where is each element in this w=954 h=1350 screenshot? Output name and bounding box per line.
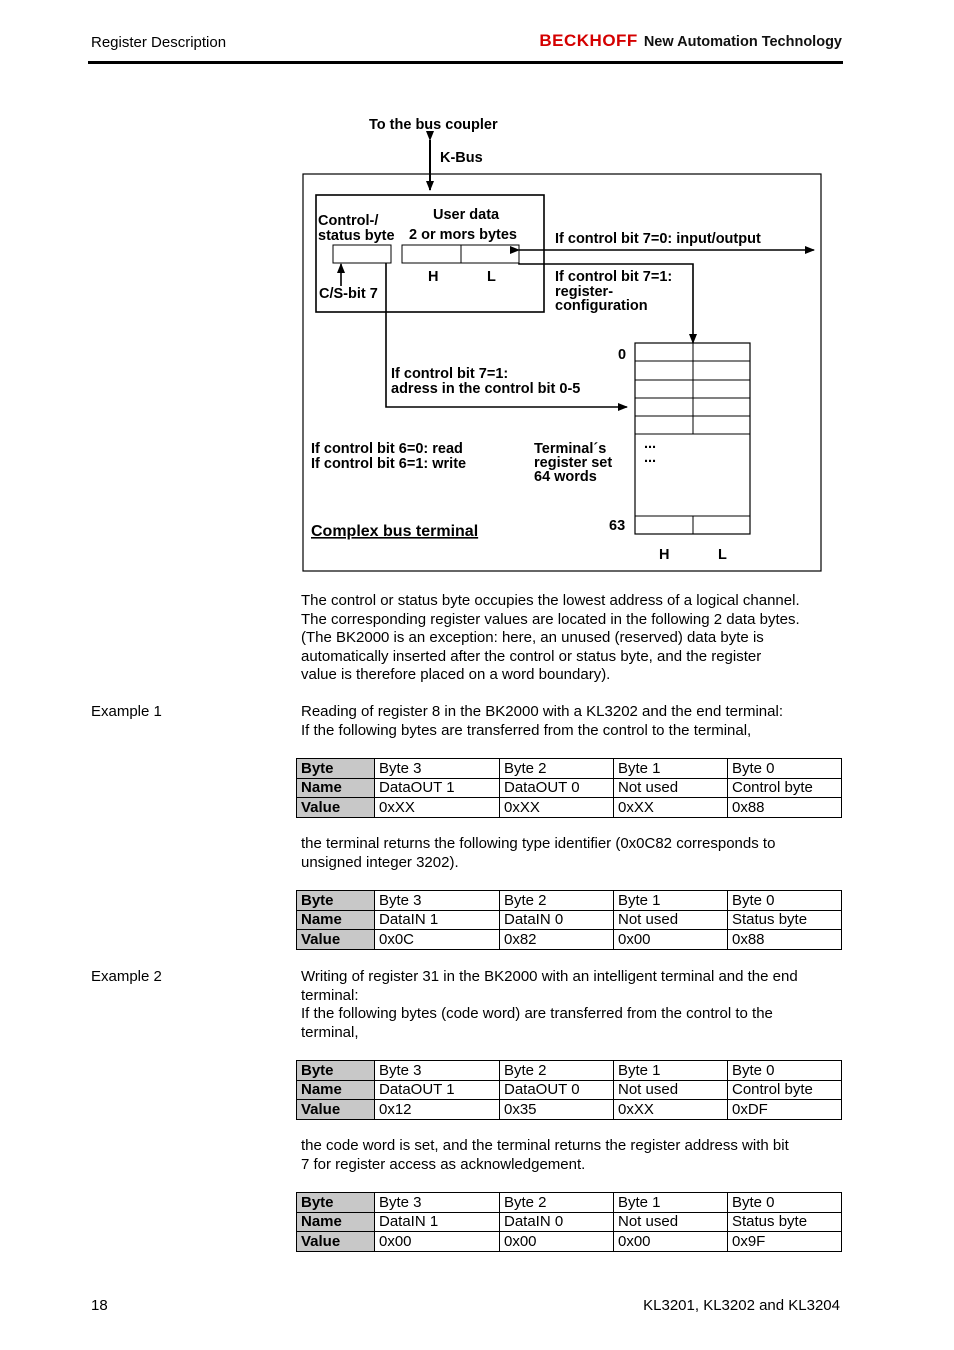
table-cell: 0x12	[375, 1100, 500, 1120]
table-cell: DataOUT 1	[375, 1080, 500, 1100]
table-cell: Status byte	[728, 1212, 842, 1232]
example-2-text	[301, 968, 846, 1042]
table-cell: Byte 0	[728, 1061, 842, 1081]
row-header: Value	[297, 798, 375, 818]
input-output-label: If control bit 7=0: input/output	[555, 231, 761, 247]
table-cell: 0x00	[375, 1232, 500, 1252]
table-cell: Not used	[614, 1212, 728, 1232]
table-cell: Byte 2	[500, 759, 614, 779]
intro-line: The corresponding register values are located in the following 2 data bytes.	[301, 610, 800, 628]
row-header: Name	[297, 1212, 375, 1232]
table-cell: DataIN 0	[500, 1212, 614, 1232]
table-row	[297, 1193, 842, 1213]
row-header: Name	[297, 1080, 375, 1100]
example-2-line: the code word is set, and the terminal returns the register address with bit	[301, 1137, 789, 1154]
row-header: Value	[297, 1232, 375, 1252]
row-header: Byte	[297, 1061, 375, 1081]
row-header: Byte	[297, 891, 375, 911]
example-1-response-text	[301, 835, 846, 872]
complex-bus-terminal-title: Complex bus terminal	[311, 523, 479, 540]
page-number: 18	[91, 1297, 108, 1314]
table-cell: Byte 1	[614, 1193, 728, 1213]
user-byte-l-cell	[461, 245, 519, 263]
address-label-2: adress in the control bit 0-5	[391, 381, 581, 397]
control-status-label-1: Control-/	[318, 213, 379, 229]
table-cell: Byte 3	[375, 891, 500, 911]
row-header: Byte	[297, 1193, 375, 1213]
table-row	[297, 798, 842, 818]
table-cell: DataOUT 0	[500, 778, 614, 798]
example-2-line: Writing of register 31 in the BK2000 with an intelligent terminal and the end	[301, 968, 798, 985]
table-cell: 0x35	[500, 1100, 614, 1120]
register-access-diagram	[0, 0, 954, 590]
table-row	[297, 891, 842, 911]
footer-product: KL3201, KL3202 and KL3204	[643, 1297, 840, 1314]
row-header: Name	[297, 778, 375, 798]
table-cell: Byte 2	[500, 891, 614, 911]
kbus-label: K-Bus	[440, 150, 483, 166]
table-cell: 0x9F	[728, 1232, 842, 1252]
row-header: Value	[297, 1100, 375, 1120]
table-cell: Byte 2	[500, 1193, 614, 1213]
table-cell: 0x88	[728, 798, 842, 818]
table-cell: Byte 1	[614, 1061, 728, 1081]
table-cell: Byte 1	[614, 891, 728, 911]
address-label-1: If control bit 7=1:	[391, 366, 509, 382]
user-h-label: H	[428, 269, 439, 285]
table-row	[297, 1212, 842, 1232]
table-row	[297, 1232, 842, 1252]
example-2-label: Example 2	[91, 968, 162, 985]
register-h-label: H	[659, 547, 670, 563]
table-cell: DataOUT 0	[500, 1080, 614, 1100]
table-cell: 0xXX	[614, 1100, 728, 1120]
example-2-request-table	[296, 1060, 842, 1120]
example-1-response-table	[296, 890, 842, 950]
table-cell: 0x0C	[375, 930, 500, 950]
table-cell: Byte 0	[728, 891, 842, 911]
table-cell: 0xXX	[614, 798, 728, 818]
read-label: If control bit 6=0: read	[311, 441, 463, 457]
register-set-label-1: Terminal´s	[534, 441, 607, 457]
table-row	[297, 778, 842, 798]
example-1-line: the terminal returns the following type identifier (0x0C82 corresponds to	[301, 835, 776, 852]
table-row	[297, 1061, 842, 1081]
cs-bit-label: C/S-bit 7	[319, 286, 378, 302]
intro-line: value is therefore placed on a word boundary).	[301, 666, 611, 683]
row-header: Byte	[297, 759, 375, 779]
register-ellipsis: ...	[644, 436, 657, 452]
example-1-request-table	[296, 758, 842, 818]
table-cell: Control byte	[728, 1080, 842, 1100]
table-cell: 0x82	[500, 930, 614, 950]
row-header: Name	[297, 910, 375, 930]
to-bus-coupler-label: To the bus coupler	[369, 117, 498, 133]
register-ellipsis: ...	[644, 450, 657, 466]
user-data-label-2: 2 or mors bytes	[409, 227, 517, 243]
example-2-line: If the following bytes (code word) are transferred from the control to the	[301, 1005, 773, 1022]
table-cell: 0x00	[614, 930, 728, 950]
table-cell: Byte 2	[500, 1061, 614, 1081]
user-data-label-1: User data	[433, 207, 500, 223]
header-section-title: Register Description	[91, 34, 227, 51]
table-cell: DataIN 1	[375, 910, 500, 930]
table-row	[297, 1080, 842, 1100]
table-cell: Byte 3	[375, 1193, 500, 1213]
table-cell: Byte 3	[375, 1061, 500, 1081]
table-cell: DataOUT 1	[375, 778, 500, 798]
intro-paragraph	[301, 592, 846, 685]
table-cell: Not used	[614, 910, 728, 930]
register-index-first: 0	[618, 347, 627, 363]
example-2-response-table	[296, 1192, 842, 1252]
write-label: If control bit 6=1: write	[311, 456, 467, 472]
register-index-last: 63	[609, 518, 626, 534]
intro-line: automatically inserted after the control or status byte, and the register	[301, 647, 762, 665]
example-2-line: terminal:	[301, 986, 359, 1004]
table-cell: DataIN 1	[375, 1212, 500, 1232]
table-cell: 0xDF	[728, 1100, 842, 1120]
table-cell: Control byte	[728, 778, 842, 798]
register-set-label-2: register set	[534, 455, 613, 471]
table-row	[297, 759, 842, 779]
example-2-response-text	[301, 1137, 846, 1174]
register-config-label-3: configuration	[555, 298, 648, 314]
brand-name: BECKHOFF	[539, 31, 638, 50]
example-2-line: 7 for register access as acknowledgement.	[301, 1155, 586, 1173]
example-1-line: If the following bytes are transferred from the control to the terminal,	[301, 721, 752, 739]
example-2-line: terminal,	[301, 1023, 359, 1041]
register-l-label: L	[718, 547, 727, 563]
table-cell: 0x00	[500, 1232, 614, 1252]
example-1-label: Example 1	[91, 703, 162, 720]
example-1-line: Reading of register 8 in the BK2000 with a KL3202 and the end terminal:	[301, 703, 783, 720]
table-cell: DataIN 0	[500, 910, 614, 930]
table-cell: 0x00	[614, 1232, 728, 1252]
row-header: Value	[297, 930, 375, 950]
example-1-text	[301, 703, 846, 740]
table-cell: Not used	[614, 778, 728, 798]
user-byte-h-cell	[402, 245, 461, 263]
control-status-label-2: status byte	[318, 228, 395, 244]
table-cell: Byte 0	[728, 759, 842, 779]
intro-line: The control or status byte occupies the lowest address of a logical channel.	[301, 592, 800, 609]
table-cell: 0xXX	[375, 798, 500, 818]
user-l-label: L	[487, 269, 496, 285]
brand-tagline: New Automation Technology	[643, 34, 842, 50]
control-byte-cell	[333, 245, 391, 263]
table-row	[297, 930, 842, 950]
table-row	[297, 910, 842, 930]
table-cell: Byte 3	[375, 759, 500, 779]
table-cell: Status byte	[728, 910, 842, 930]
register-set-label-3: 64 words	[534, 469, 597, 485]
table-cell: 0xXX	[500, 798, 614, 818]
intro-line: (The BK2000 is an exception: here, an unused (reserved) data byte is	[301, 629, 764, 646]
table-cell: Not used	[614, 1080, 728, 1100]
table-cell: Byte 0	[728, 1193, 842, 1213]
register-config-label-1: If control bit 7=1:	[555, 269, 673, 285]
table-cell: Byte 1	[614, 759, 728, 779]
register-config-label-2: register-	[555, 284, 614, 300]
table-row	[297, 1100, 842, 1120]
example-1-line: unsigned integer 3202).	[301, 853, 459, 871]
table-cell: 0x88	[728, 930, 842, 950]
